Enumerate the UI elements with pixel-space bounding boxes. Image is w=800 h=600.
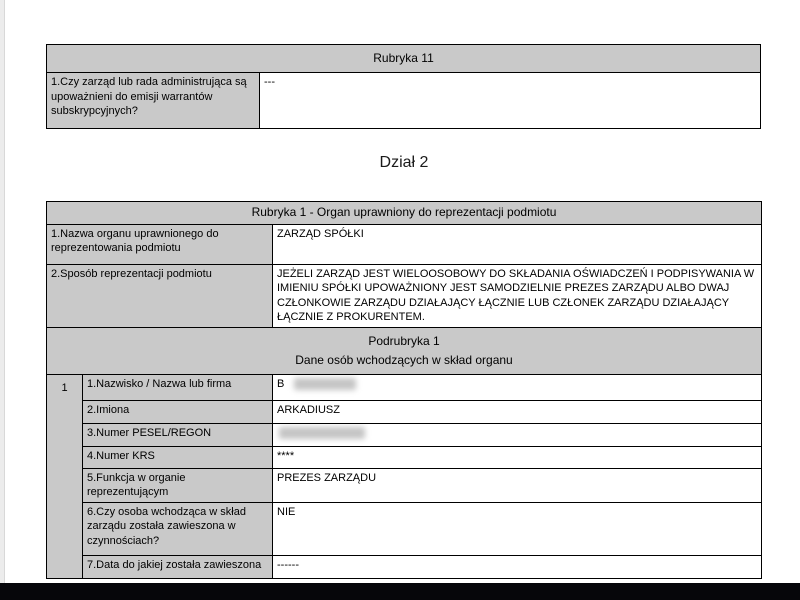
redaction-blur [294, 378, 356, 390]
table-row [47, 423, 762, 446]
field-value-pesel-regon [273, 423, 762, 446]
bottom-black-bar [0, 583, 800, 600]
field-value-representation-method: JEŻELI ZARZĄD JEST WIELOOSOBOWY DO SKŁADANIA OŚWIADCZEŃ I PODPISYWANIA W IMIENIU SPÓŁKI UPOWAŻNIONY JEST SAMODZIELNIE PREZES ZARZĄDU ALBO DWAJ CZŁONKOWIE ZARZĄDU DZIAŁAJĄCY ŁĄCZNIE LUB CZŁONEK ZARZĄDU DZIAŁAJĄCY ŁĄCZNIE Z PROKURENTEM. [273, 264, 762, 327]
table-row [47, 468, 762, 502]
field-value-first-names: ARKADIUSZ [273, 400, 762, 423]
table-row [47, 446, 762, 468]
field-value-function: PREZES ZARZĄDU [273, 468, 762, 502]
field-value-krs-number: **** [273, 446, 762, 468]
field-value-surname [273, 374, 762, 400]
redaction-blur [279, 427, 365, 439]
podrubryka1-subtitle: Dane osób wchodzących w skład organu [295, 352, 513, 367]
table-rubryka11 [46, 44, 761, 129]
field-label-suspended: 6.Czy osoba wchodząca w skład zarządu została zawieszona w czynnościach? [83, 502, 273, 555]
page-heading-dzial-2: Dział 2 [379, 154, 429, 171]
field-label-warranty-emission: 1.Czy zarząd lub rada administrująca są upoważnieni do emisji warrantów subskrypcyjnych? [47, 73, 260, 129]
entry-number: 1 [47, 374, 83, 578]
table-row [47, 264, 762, 327]
table-row [47, 224, 762, 264]
table-row [47, 400, 762, 423]
field-label-suspension-date: 7.Data do jakiej została zawieszona [83, 555, 273, 578]
field-value-organ-name: ZARZĄD SPÓŁKI [273, 224, 762, 264]
field-label-surname: 1.Nazwisko / Nazwa lub firma [83, 374, 273, 400]
table-row [47, 502, 762, 555]
podrubryka1-header [47, 327, 762, 374]
field-label-representation-method: 2.Sposób reprezentacji podmiotu [47, 264, 273, 327]
table-row [47, 374, 762, 400]
table-row [47, 555, 762, 578]
field-value-suspension-date: ------ [273, 555, 762, 578]
field-label-first-names: 2.Imiona [83, 400, 273, 423]
krs-document [46, 44, 762, 579]
podrubryka1-title: Podrubryka 1 [368, 334, 440, 349]
field-value-suspended: NIE [273, 502, 762, 555]
field-label-organ-name: 1.Nazwa organu uprawnionego do reprezentowania podmiotu [47, 224, 273, 264]
field-label-pesel-regon: 3.Numer PESEL/REGON [83, 423, 273, 446]
surname-visible-text: B [277, 377, 285, 390]
field-label-krs-number: 4.Numer KRS [83, 446, 273, 468]
table-row [47, 73, 761, 129]
rubryka1-header: Rubryka 1 - Organ uprawniony do reprezentacji podmiotu [47, 202, 762, 225]
table-rubryka1 [46, 201, 762, 579]
field-label-function: 5.Funkcja w organie reprezentującym [83, 468, 273, 502]
field-value-warranty-emission: --- [260, 73, 761, 129]
page-left-edge [0, 0, 5, 583]
rubryka11-header: Rubryka 11 [47, 45, 761, 73]
